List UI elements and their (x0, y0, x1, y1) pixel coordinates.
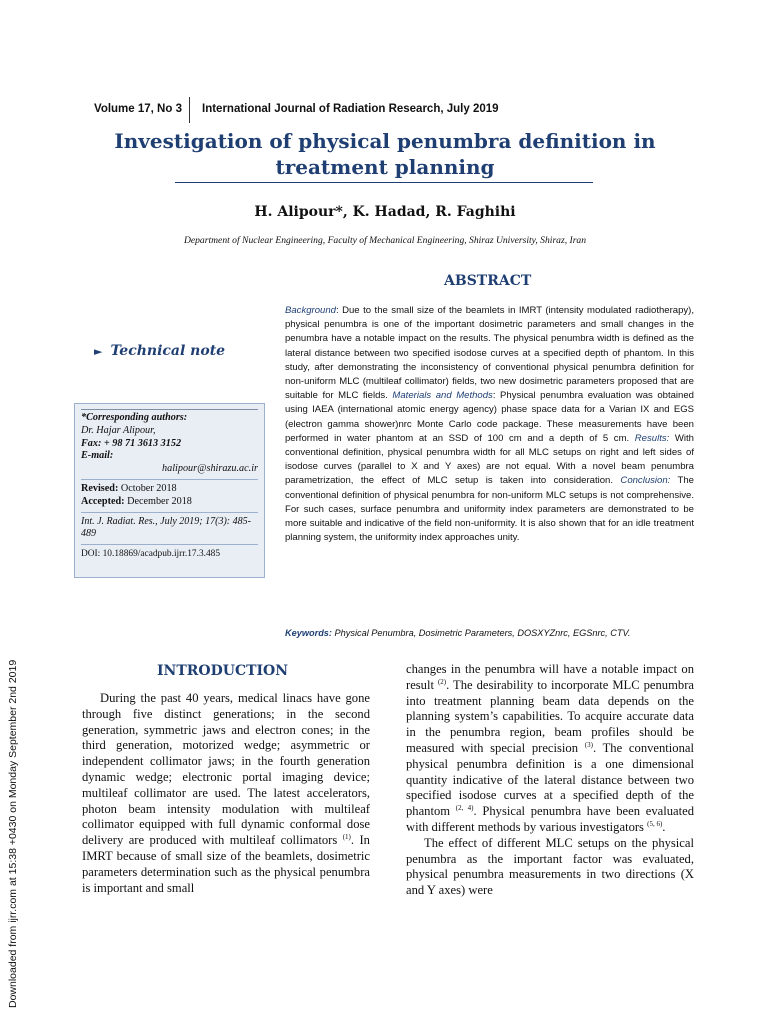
keywords-text: Physical Penumbra, Dosimetric Parameters, DOSXYZnrc, EGSnrc, CTV. (331, 628, 631, 638)
intro-paragraph (82, 691, 370, 896)
doi[interactable]: DOI: 10.18869/acadpub.ijrr.17.3.485 (81, 549, 221, 560)
title-rule (175, 182, 593, 183)
citation-ref: (5, 6) (647, 819, 663, 828)
background-text: : Due to the small size of the beamlets in IMRT (intensity modulated radiotherapy), physical penumbra is one of the important dosimetric parameters and small changes in the penumbra have a notable impact on the results. The physical penumbra width is defined as the lateral distance between two specified isodose curves at a specified depth of phantom. In this study, after demonstrating the inconsistency of conventional physical penumbra definition for non-uniform MLC (multileaf collimator) fields, two new dosimetric parameters proposed that are suitable for MLC fields. (285, 305, 694, 402)
methods-label: Materials and Methods (392, 390, 493, 402)
paper-title: Investigation of physical penumbra definition in treatment planning (114, 129, 656, 179)
citation-ref: (1) (342, 832, 351, 841)
corr-label: *Corresponding authors: (81, 412, 188, 423)
info-box (74, 403, 265, 578)
accepted-date: December 2018 (127, 495, 192, 507)
citation-ref: (3) (584, 740, 593, 749)
text-run: . Physical penumbra have been evaluated with different methods by various investigators (406, 804, 694, 834)
revised-date: October 2018 (120, 482, 177, 494)
background-label: Background (285, 305, 336, 316)
text-run: . The conventional physical penumbra definition is a one dimensional quantity indicative of the lateral distance between two specified isodose curves at a specified depth of the phantom (406, 740, 694, 819)
info-divider (81, 544, 258, 545)
intro-paragraph (406, 662, 694, 836)
results-text: With conventional definition, physical penumbra width for all MLC setups on right and left sides of isodose curves (parallel to X and Y axes) are not equal. With a novel beam penumbra parametrization, the effect of MLC setup is taken into consideration. (285, 432, 694, 487)
email-link[interactable]: halipour@shirazu.ac.ir (162, 463, 258, 475)
download-watermark: Downloaded from ijrr.com at 15:38 +0430 on Monday September 2nd 2019 (7, 659, 19, 1008)
corresponding-info (81, 409, 258, 476)
info-divider (81, 512, 258, 513)
volume-label: Volume 17, No 3 (94, 103, 182, 115)
email-label: E-mail: (81, 450, 114, 462)
text-run: . The desirability to incorporate MLC penumbra into treatment planning beam data depends on the planning system’s capabilities. To acquire accurate data in the penumbra region, beam profiles should be measured with special precision (406, 677, 694, 755)
revised-label: Revised: (81, 482, 119, 494)
accepted-line (81, 496, 258, 509)
revised-line (81, 483, 258, 496)
article-type-label: Technical note (110, 343, 226, 359)
body-column-left (82, 691, 370, 896)
affiliation: Department of Nuclear Engineering, Faculty of Mechanical Engineering, Shiraz University, Shiraz, Iran (183, 235, 587, 246)
corr-name: Dr. Hajar Alipour, (81, 424, 156, 436)
keywords-label: Keywords: (285, 628, 332, 638)
intro-paragraph: The effect of different MLC setups on the physical penumbra as the important factor was evaluated, physical penumbra measurements in two directions (X and Y axes) were (406, 835, 694, 898)
fax: Fax: + 98 71 3613 3152 (81, 437, 182, 449)
conclusion-text: The conventional definition of physical penumbra for non-uniform MLC setups is not comprehensive. For such cases, surface penumbra and uniformity index parameters are demonstrated to be more suitable and indicative of the field non-uniformity. It is also shown that for an idle treatment planning system, the uniformity index approaches unity. (285, 475, 694, 544)
citation: Int. J. Radiat. Res., July 2019; 17(3): 485-489 (81, 515, 251, 540)
text-run: changes in the penumbra will have a notable impact on result (406, 662, 694, 692)
conclusion-label: Conclusion: (620, 475, 671, 487)
introduction-heading: INTRODUCTION (157, 663, 289, 679)
journal-name: International Journal of Radiation Research, July 2019 (202, 103, 499, 115)
keywords (285, 628, 705, 638)
abstract-body (285, 304, 694, 545)
text-run: . In IMRT because of small size of the beamlets, dosimetric parameters determination such as the physical penumbra is important and small (82, 833, 370, 895)
accepted-label: Accepted: (81, 495, 125, 507)
header-separator (189, 97, 190, 123)
authors: H. Alipour*, K. Hadad, R. Faghihi (254, 204, 516, 220)
text-run: During the past 40 years, medical linacs have gone through five distinct generations; in the second generation, symmetric jaws and electron cones; in the third generation, motorized wedge; asymmetric or independent collimator jaws; in the fourth generation dynamic wedge; electronic portal imaging device; multileaf collimator are used. The latest accelerators, photon beam intensity modulation with multileaf collimator equipped with full dynamic conformal dose delivery are produced with multileaf collimators (82, 691, 370, 848)
article-type (94, 343, 225, 359)
body-column-right (406, 662, 694, 899)
info-divider (81, 479, 258, 480)
methods-text: : Physical penumbra evaluation was obtained using IAEA (international atomic energy agency) phase space data for a Varian IX and EGS (electron gamma shower)nrc Monte Carlo code package. These measurements have been performed in water phantom at an SSD of 100 cm and a depth of 5 cm. (285, 390, 694, 444)
abstract-heading: ABSTRACT (444, 273, 532, 289)
text-run: . (662, 819, 666, 834)
citation-ref: (2, 4) (455, 803, 474, 812)
triangle-bullet-icon: ► (94, 345, 103, 358)
citation-ref: (2) (437, 677, 447, 686)
results-label: Results: (634, 432, 670, 444)
